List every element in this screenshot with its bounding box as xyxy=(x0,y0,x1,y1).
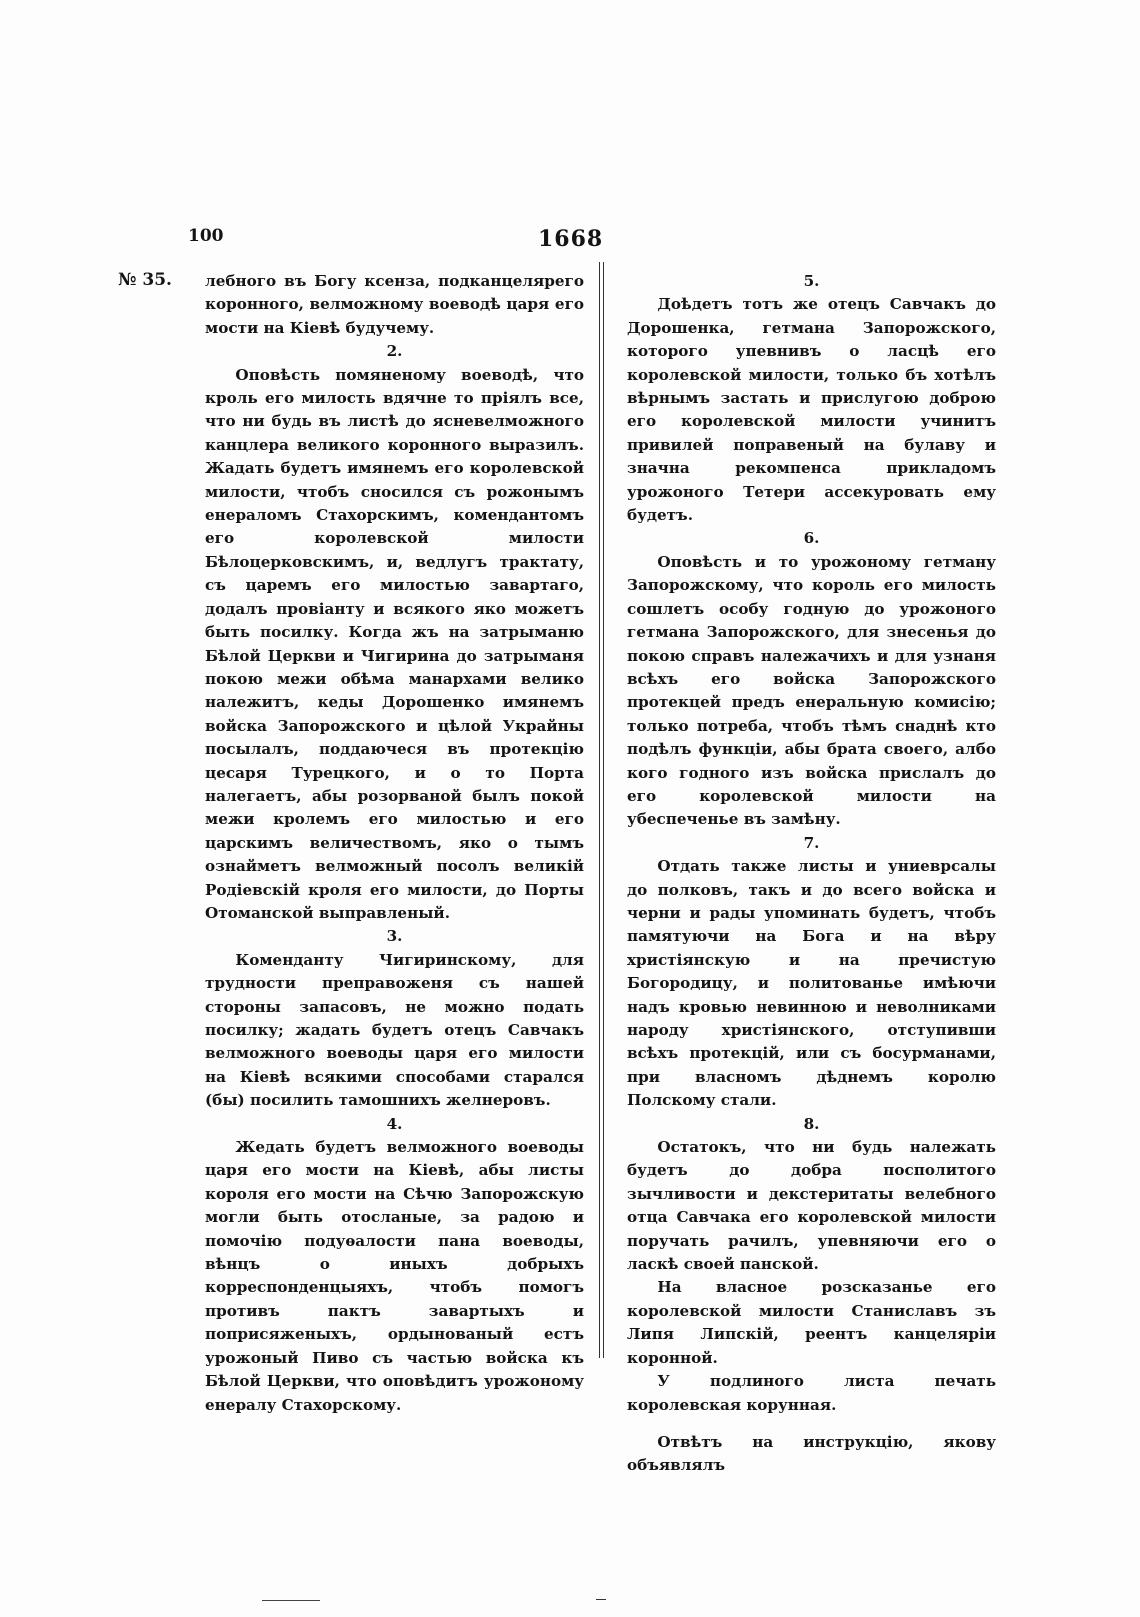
spacer xyxy=(627,1417,996,1431)
footer-rule xyxy=(262,1600,320,1601)
paragraph: Доѣдетъ тотъ же отецъ Савчакъ до Дорошенка, гетмана Запорожского, которого упевнивъ о ласцѣ его королевской милости, только бъ хотѣлъ вѣрнымъ застать и прислугою доброю его королевской милости учинитъ привилей поправеный на булаву и значна рекомпенса прикладомъ урожоного Тетери ассекуровать ему будетъ. xyxy=(627,295,996,525)
section-number: 5. xyxy=(803,272,820,290)
section-number: 8. xyxy=(803,1114,820,1133)
page-number: 100 xyxy=(188,226,224,246)
document-number: № 35. xyxy=(118,270,172,290)
left-column xyxy=(205,270,584,1417)
paragraph: лебного въ Богу ксенза, подканцелярего коронного, велможному воеводѣ царя его мости на Кіевѣ будучему. xyxy=(205,272,584,337)
paragraph: На власное розсказанье его королевской милости Станиславъ зъ Липя Липскій, реентъ канцеляріи коронной. xyxy=(627,1278,996,1367)
paragraph: Отвѣтъ на инструкцію, якову объявлялъ xyxy=(627,1432,996,1475)
paragraph: Отдать также листы и униеврсалы до полковъ, такъ и до всего войска и черни и рады упоминать будетъ, чтобъ памятуючи на Бога и на вѣру христіянскую и на пречистую Богородицу, и политованье имѣючи надъ кровью невинною и неволниками народу христіянского, отступивши всѣхъ протекцій, или съ босурманами, при власномъ дѣднемъ королю Полскому стали. xyxy=(627,857,996,1110)
paragraph: Остатокъ, что ни будь належать будетъ до добра посполитого зычливости и декстеритаты велебного отца Савчака его королевской милости поручать рачилъ, упевняючи его о ласкѣ своей панской. xyxy=(627,1138,996,1274)
paragraph: Жедать будетъ велможного воеводы царя его мости на Кіевѣ, абы листы короля его мости на Сѣчю Запорожскую могли быть отосланые, за радою и помочію подуѳалости пана воеводы, вѣнцъ о иныхъ добрыхъ корреспонденцыяхъ, чтобъ помогъ противъ пактъ завартыхъ и поприсяженыхъ, ордынованый естъ урожоный Пиво съ частью войска къ Бѣлой Церкви, что оповѣдитъ урожоному енералу Стахорскому. xyxy=(205,1138,584,1414)
paragraph: У подлиного листа печать королевская корунная. xyxy=(627,1372,996,1414)
section-number: 6. xyxy=(803,529,820,548)
right-column xyxy=(627,270,996,1478)
paragraph: Коменданту Чигиринскому, для трудности преправоженя съ нашей стороны запасовъ, не можно подать посилку; жадать будетъ отецъ Савчакъ велможного воеводы царя его милости на Кіевѣ всякими способами старался (бы) посилить тамошнихъ желнеровъ. xyxy=(205,950,584,1110)
section-number: 2. xyxy=(386,342,403,361)
section-number: 3. xyxy=(386,927,403,946)
section-number: 7. xyxy=(803,833,820,852)
paragraph: Оповѣсть и то урожоному гетману Запорожскому, что король его милость сошлетъ особу годную до урожоного гетмана Запорожского, для знесенья до покою справъ належачихъ и для узнаня всѣхъ его войска Запорожского протекцей предъ енеральную комисію; только потреба, чтобъ тѣмъ снаднѣ кто подѣлъ функціи, абы брата своего, албо кого годного изъ войска прислалъ до его королевской милости на убеспеченье въ замѣну. xyxy=(627,552,996,829)
paragraph: Оповѣсть помяненому воеводѣ, что кроль его милость вдячне то пріялъ все, что ни будь въ листѣ до ясневелможного канцлера великого коронного выразилъ. Жадать будетъ имянемъ его королевской милости, чтобъ сносился съ рожонымъ енераломъ Стахорскимъ, комендантомъ его королевской милости Бѣлоцерковскимъ, и, ведлугъ трактату, съ царемъ его милостью завартаго, додалъ провіанту и всякого яко можетъ быть посилку. Когда жъ на затрыманю Бѣлой Церкви и Чигирина до затрыманя покою межи обѣма манархами велико належитъ, кеды Дорошенко имянемъ войска Запорожского и цѣлой Украйны посылалъ, поддаючеся въ протекцію цесаря Турецкого, и о то Порта налегаетъ, абы розорваной былъ покой межи кролемъ его милостью и его царскимъ величествомъ, яко о тымъ ознайметъ велможный посолъ великій Родіевскій кроля его милости, до Порты Отоманской выправленый. xyxy=(205,365,584,922)
section-number: 4. xyxy=(386,1114,403,1133)
footer-dash xyxy=(596,1599,606,1600)
column-divider xyxy=(599,262,604,1358)
page-year-header: 1668 xyxy=(538,226,604,252)
